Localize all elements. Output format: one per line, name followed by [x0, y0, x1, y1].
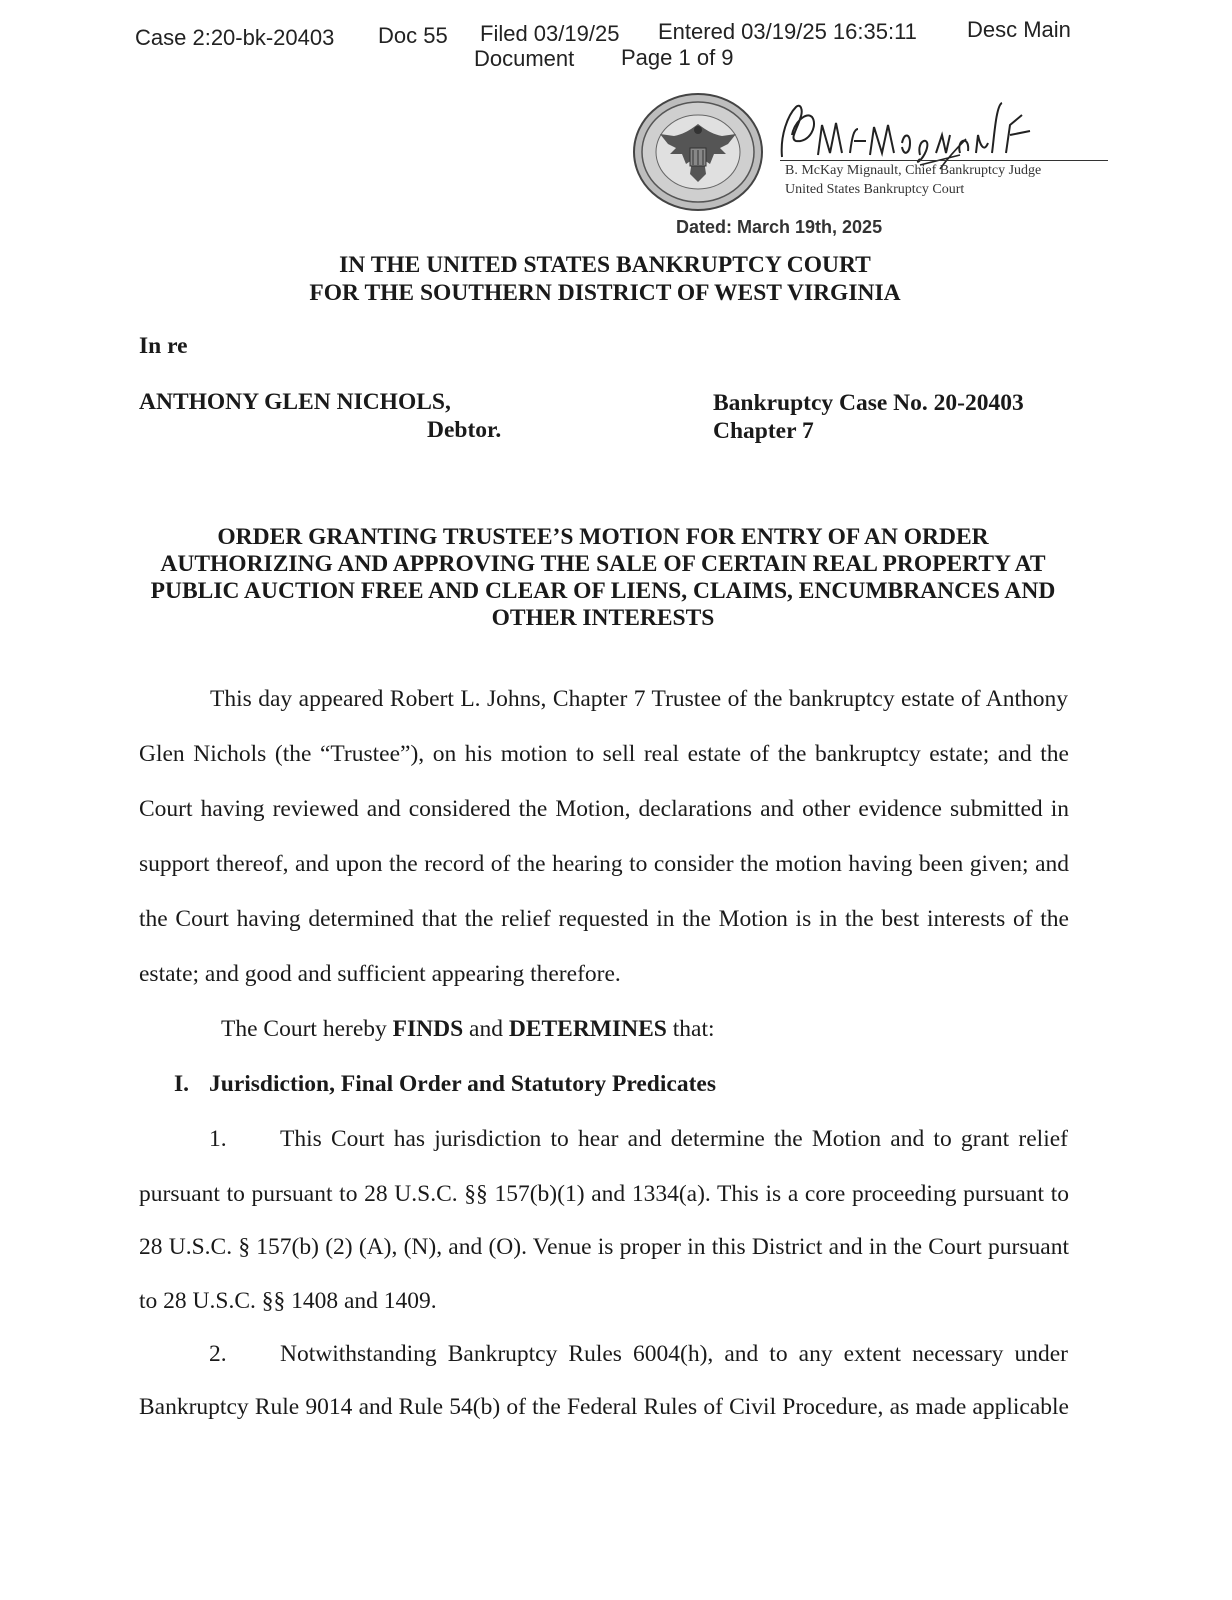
court-line-1: IN THE UNITED STATES BANKRUPTCY COURT: [339, 252, 871, 278]
signature-line: [780, 160, 1108, 161]
title-line-4: OTHER INTERESTS: [491, 605, 715, 631]
intro-line: estate; and good and sufficient appearing therefore.: [139, 961, 621, 987]
paragraph-line: pursuant to pursuant to 28 U.S.C. §§ 157(b)(1) and 1334(a). This is a core proceeding pursuant to: [139, 1181, 1069, 1207]
debtor-label: Debtor.: [427, 417, 502, 443]
paragraph-number: 1.: [209, 1126, 227, 1152]
paragraph-line: 28 U.S.C. § 157(b) (2) (A), (N), and (O). Venue is proper in this District and in the Court pursuant: [139, 1234, 1069, 1260]
header-page: Page 1 of 9: [621, 45, 734, 70]
in-re: In re: [139, 333, 188, 359]
paragraph-line: This Court has jurisdiction to hear and determine the Motion and to grant relief: [280, 1126, 1068, 1152]
finds-pre: The Court hereby: [221, 1016, 393, 1042]
court-seal: [630, 90, 766, 214]
debtor-name: ANTHONY GLEN NICHOLS,: [139, 389, 451, 415]
intro-line: Glen Nichols (the “Trustee”), on his motion to sell real estate of the bankruptcy estate; and the: [139, 741, 1069, 767]
judge-name: B. McKay Mignault, Chief Bankruptcy Judge: [785, 163, 1042, 178]
judge-court: United States Bankruptcy Court: [785, 182, 965, 197]
finds-post: that:: [666, 1016, 715, 1042]
header-entered: Entered 03/19/25 16:35:11: [658, 19, 917, 44]
intro-line: the Court having determined that the relief requested in the Motion is in the best interests of the: [139, 906, 1069, 932]
court-line-2: FOR THE SOUTHERN DISTRICT OF WEST VIRGINIA: [309, 280, 901, 306]
header-case: Case 2:20-bk-20403: [135, 25, 335, 50]
finds-mid: and: [463, 1016, 509, 1042]
finds-line: [221, 1016, 715, 1043]
title-line-2: AUTHORIZING AND APPROVING THE SALE OF CERTAIN REAL PROPERTY AT: [160, 551, 1046, 577]
paragraph-number: 2.: [209, 1341, 227, 1367]
header-document: Document: [474, 46, 575, 71]
paragraph-line: Notwithstanding Bankruptcy Rules 6004(h), and to any extent necessary under: [280, 1341, 1068, 1367]
title-line-3: PUBLIC AUCTION FREE AND CLEAR OF LIENS, CLAIMS, ENCUMBRANCES AND: [150, 578, 1056, 604]
intro-line: Court having reviewed and considered the Motion, declarations and other evidence submitted in: [139, 796, 1069, 822]
paragraph-line: to 28 U.S.C. §§ 1408 and 1409.: [139, 1288, 437, 1314]
intro-line: This day appeared Robert L. Johns, Chapter 7 Trustee of the bankruptcy estate of Anthony: [210, 686, 1068, 712]
paragraph-line: Bankruptcy Rule 9014 and Rule 54(b) of the Federal Rules of Civil Procedure, as made applicable: [139, 1394, 1069, 1420]
finds-word: FINDS: [392, 1016, 464, 1042]
section-title: Jurisdiction, Final Order and Statutory Predicates: [209, 1071, 716, 1097]
case-number: Bankruptcy Case No. 20-20403: [713, 390, 1024, 416]
title-line-1: ORDER GRANTING TRUSTEE’S MOTION FOR ENTRY OF AN ORDER: [217, 524, 989, 550]
section-number: I.: [174, 1071, 190, 1097]
determines-word: DETERMINES: [508, 1016, 667, 1042]
intro-line: support thereof, and upon the record of the hearing to consider the motion having been given; and: [139, 851, 1069, 877]
header-doc: Doc 55: [378, 23, 448, 48]
dated-line: Dated: March 19th, 2025: [676, 217, 883, 237]
header-filed: Filed 03/19/25: [480, 21, 620, 46]
header-desc: Desc Main: [967, 17, 1071, 42]
chapter: Chapter 7: [713, 418, 814, 444]
